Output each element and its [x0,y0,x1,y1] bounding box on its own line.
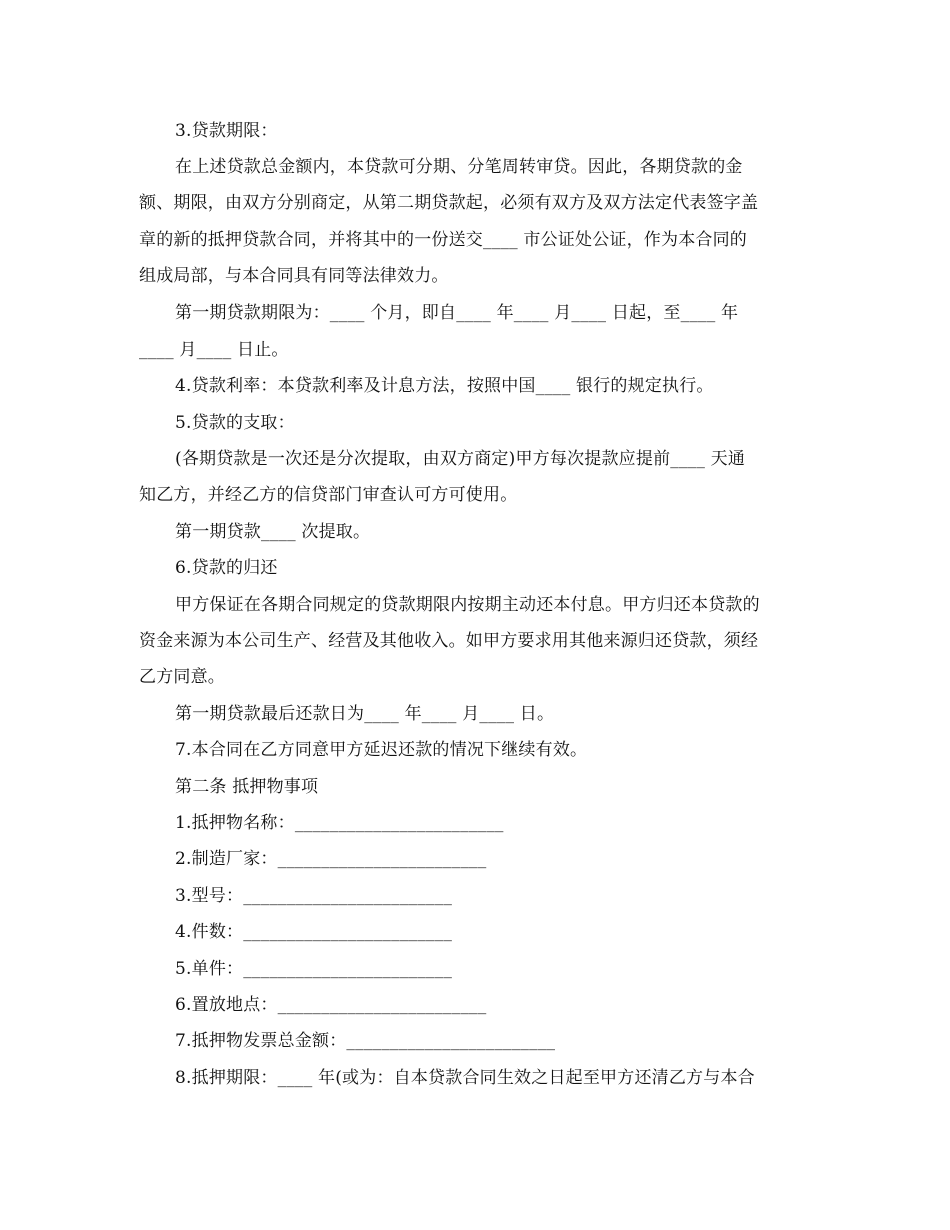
form-field-line: 2.制造厂家：________________________ [175,849,487,869]
text-line: 资金来源为本公司生产、经营及其他收入。如甲方要求用其他来源归还贷款，须经 [139,631,759,651]
text-line: ____ 月____ 日止。 [139,340,289,360]
text-line: 5.贷款的支取： [175,413,295,433]
text-line: 额、期限，由双方分别商定，从第二期贷款起，必须有双方及双方法定代表签字盖 [139,193,759,213]
form-field-line: 6.置放地点：________________________ [175,995,487,1015]
text-line: 乙方同意。 [139,667,225,687]
text-line: 4.贷款利率：本贷款利率及计息方法，按照中国____ 银行的规定执行。 [175,376,714,396]
text-line: 组成局部，与本合同具有同等法律效力。 [139,266,449,286]
text-line: 甲方保证在各期合同规定的贷款期限内按期主动还本付息。甲方归还本贷款的 [175,595,760,615]
text-line: 在上述贷款总金额内，本贷款可分期、分笔周转审贷。因此，各期贷款的金 [175,157,743,177]
section-heading: 第二条 抵押物事项 [175,777,319,797]
form-field-line: 7.抵押物发票总金额：________________________ [175,1031,556,1051]
form-field-line: 3.型号：________________________ [175,886,453,906]
form-field-line: 4.件数：________________________ [175,922,453,942]
form-field-line: 1.抵押物名称：________________________ [175,813,504,833]
text-line: 第一期贷款期限为：____ 个月，即自____ 年____ 月____ 日起，至____ 年 [175,303,739,323]
text-line: 7.本合同在乙方同意甲方延迟还款的情况下继续有效。 [175,740,588,760]
text-line: 6.贷款的归还 [175,558,278,578]
text-line: 第一期贷款____ 次提取。 [175,522,371,542]
text-line: 8.抵押期限：____ 年(或为：自本贷款合同生效之日起至甲方还清乙方与本合 [175,1068,755,1088]
text-line: 第一期贷款最后还款日为____ 年____ 月____ 日。 [175,704,555,724]
text-line: 3.贷款期限： [175,121,278,141]
form-field-line: 5.单件：________________________ [175,959,453,979]
text-line: 知乙方，并经乙方的信贷部门审查认可方可使用。 [139,485,518,505]
text-line: 章的新的抵押贷款合同，并将其中的一份送交____ 市公证处公证，作为本合同的 [139,230,748,250]
text-line: (各期贷款是一次还是分次提取，由双方商定)甲方每次提款应提前____ 天通 [175,449,746,469]
